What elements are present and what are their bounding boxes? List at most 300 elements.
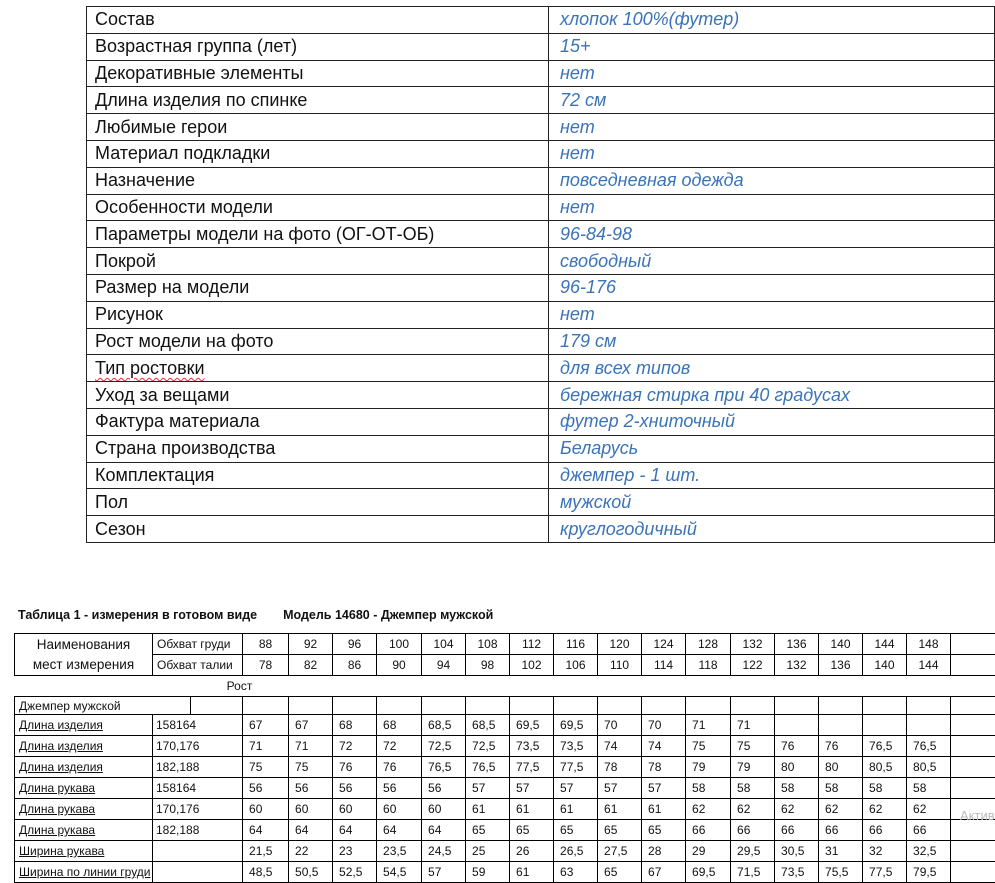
measurement-value: 21,5 bbox=[243, 841, 289, 862]
waist-value: 118 bbox=[686, 655, 731, 676]
height-label: Рост bbox=[191, 676, 289, 697]
measurement-value: 52,5 bbox=[333, 862, 377, 883]
measurement-value: 48,5 bbox=[243, 862, 289, 883]
measurement-value: 57 bbox=[554, 778, 598, 799]
measurement-value: 80 bbox=[775, 757, 819, 778]
property-row bbox=[87, 167, 995, 194]
property-row bbox=[87, 248, 995, 275]
table-caption: Таблица 1 - измерения в готовом виде bbox=[18, 608, 257, 622]
measurement-value: 54,5 bbox=[377, 862, 422, 883]
measurement-value: 62 bbox=[731, 799, 775, 820]
property-row bbox=[87, 114, 995, 141]
property-row bbox=[87, 408, 995, 435]
property-name-text: Любимые герои bbox=[95, 117, 227, 137]
chest-value: 116 bbox=[554, 634, 598, 655]
empty-cell bbox=[289, 697, 333, 715]
measurement-value: 57 bbox=[598, 778, 642, 799]
empty-cell bbox=[642, 676, 686, 697]
measurement-value: 71,5 bbox=[731, 862, 775, 883]
measurement-row bbox=[15, 715, 995, 736]
property-name bbox=[87, 301, 549, 328]
property-row bbox=[87, 7, 995, 34]
height-size bbox=[153, 862, 243, 883]
property-row bbox=[87, 60, 995, 87]
empty-cell bbox=[951, 841, 995, 862]
measurement-value: 56 bbox=[377, 778, 422, 799]
property-name bbox=[87, 516, 549, 543]
height-size: 182,188 bbox=[153, 757, 243, 778]
empty-cell bbox=[863, 676, 907, 697]
measurement-label: Длина рукава bbox=[15, 820, 153, 841]
measurement-value: 66 bbox=[686, 820, 731, 841]
property-name-text: Размер на модели bbox=[95, 277, 249, 297]
empty-cell bbox=[377, 676, 422, 697]
empty-cell bbox=[191, 697, 243, 715]
measurement-value: 76 bbox=[775, 736, 819, 757]
property-name bbox=[87, 87, 549, 114]
measurement-value: 60 bbox=[422, 799, 466, 820]
property-row bbox=[87, 140, 995, 167]
product-properties-table bbox=[86, 6, 995, 543]
property-row bbox=[87, 382, 995, 409]
property-value: для всех типов bbox=[549, 355, 995, 382]
empty-cell bbox=[510, 676, 554, 697]
property-value: 15+ bbox=[549, 33, 995, 60]
measurement-value: 61 bbox=[642, 799, 686, 820]
empty-cell bbox=[951, 634, 995, 655]
empty-cell bbox=[466, 676, 510, 697]
waist-value: 144 bbox=[907, 655, 951, 676]
measurement-value bbox=[907, 715, 951, 736]
property-value: нет bbox=[549, 194, 995, 221]
measurement-value: 75 bbox=[686, 736, 731, 757]
property-name bbox=[87, 140, 549, 167]
measurement-value: 26,5 bbox=[554, 841, 598, 862]
measurement-row bbox=[15, 862, 995, 883]
property-value: хлопок 100%(футер) bbox=[549, 7, 995, 34]
chest-value: 124 bbox=[642, 634, 686, 655]
measurement-value: 76 bbox=[377, 757, 422, 778]
chest-label: Обхват груди bbox=[153, 634, 243, 655]
measurement-value: 22 bbox=[289, 841, 333, 862]
measurement-value: 65 bbox=[598, 862, 642, 883]
measurement-value: 23 bbox=[333, 841, 377, 862]
height-size: 182,188 bbox=[153, 820, 243, 841]
measurement-value: 72 bbox=[377, 736, 422, 757]
property-name bbox=[87, 462, 549, 489]
empty-cell bbox=[642, 697, 686, 715]
empty-cell bbox=[686, 697, 731, 715]
empty-cell bbox=[951, 655, 995, 676]
measurement-value: 65 bbox=[510, 820, 554, 841]
measurement-value: 65 bbox=[466, 820, 510, 841]
waist-value: 78 bbox=[243, 655, 289, 676]
measurement-value: 75 bbox=[289, 757, 333, 778]
chest-value: 100 bbox=[377, 634, 422, 655]
waist-value: 90 bbox=[377, 655, 422, 676]
property-name-text: Параметры модели на фото (ОГ-ОТ-ОБ) bbox=[95, 224, 434, 244]
measurement-value: 79 bbox=[731, 757, 775, 778]
property-value: 179 см bbox=[549, 328, 995, 355]
property-name bbox=[87, 60, 549, 87]
empty-cell bbox=[554, 697, 598, 715]
empty-cell bbox=[951, 757, 995, 778]
chest-value: 120 bbox=[598, 634, 642, 655]
property-name-text: Страна производства bbox=[95, 438, 275, 458]
measurement-value: 80 bbox=[819, 757, 863, 778]
measurement-value: 77,5 bbox=[554, 757, 598, 778]
measurement-value: 71 bbox=[686, 715, 731, 736]
chest-row bbox=[15, 634, 995, 655]
property-row bbox=[87, 462, 995, 489]
property-row bbox=[87, 355, 995, 382]
measurement-value: 64 bbox=[422, 820, 466, 841]
property-name bbox=[87, 489, 549, 516]
measurement-value: 72 bbox=[333, 736, 377, 757]
empty-cell bbox=[863, 697, 907, 715]
measurement-value: 75 bbox=[243, 757, 289, 778]
empty-cell bbox=[731, 676, 775, 697]
property-row bbox=[87, 328, 995, 355]
measurement-value: 67 bbox=[642, 862, 686, 883]
measurement-value: 75 bbox=[731, 736, 775, 757]
property-name-text: Уход за вещами bbox=[95, 385, 229, 405]
property-name-text: Рост модели на фото bbox=[95, 331, 273, 351]
empty-cell bbox=[15, 676, 153, 697]
measurement-value: 23,5 bbox=[377, 841, 422, 862]
measurement-value: 77,5 bbox=[510, 757, 554, 778]
waist-value: 94 bbox=[422, 655, 466, 676]
property-value: бережная стирка при 40 градусах bbox=[549, 382, 995, 409]
measurement-value: 80,5 bbox=[907, 757, 951, 778]
measurement-value: 62 bbox=[819, 799, 863, 820]
property-row bbox=[87, 274, 995, 301]
measurement-value: 57 bbox=[642, 778, 686, 799]
measurement-value: 62 bbox=[863, 799, 907, 820]
measurement-value: 32,5 bbox=[907, 841, 951, 862]
measurement-value: 56 bbox=[289, 778, 333, 799]
name-header-line: мест измерения bbox=[15, 655, 152, 675]
property-name-text: Назначение bbox=[95, 170, 195, 190]
name-header-line: Наименования bbox=[15, 635, 152, 655]
measurement-value: 59 bbox=[466, 862, 510, 883]
chest-value: 144 bbox=[863, 634, 907, 655]
measurement-value: 50,5 bbox=[289, 862, 333, 883]
measurement-value: 79,5 bbox=[907, 862, 951, 883]
measurement-value: 67 bbox=[243, 715, 289, 736]
property-name bbox=[87, 194, 549, 221]
property-name-text: Материал подкладки bbox=[95, 143, 270, 163]
measurement-value: 76 bbox=[333, 757, 377, 778]
product-row bbox=[15, 697, 995, 715]
measurement-value bbox=[819, 715, 863, 736]
measurement-label: Длина изделия bbox=[15, 715, 153, 736]
waist-label: Обхват талии bbox=[153, 655, 243, 676]
measurement-value: 58 bbox=[731, 778, 775, 799]
measurement-value: 27,5 bbox=[598, 841, 642, 862]
measurement-value: 28 bbox=[642, 841, 686, 862]
measurement-value: 26 bbox=[510, 841, 554, 862]
property-row bbox=[87, 301, 995, 328]
measurement-value: 76,5 bbox=[863, 736, 907, 757]
measurement-value: 63 bbox=[554, 862, 598, 883]
waist-value: 114 bbox=[642, 655, 686, 676]
measurement-value: 64 bbox=[377, 820, 422, 841]
measurement-row bbox=[15, 799, 995, 820]
measurements-table bbox=[14, 633, 995, 883]
measurement-value: 69,5 bbox=[510, 715, 554, 736]
property-row bbox=[87, 33, 995, 60]
chest-value: 88 bbox=[243, 634, 289, 655]
measurement-label: Длина рукава bbox=[15, 778, 153, 799]
property-name bbox=[87, 248, 549, 275]
measurement-value: 66 bbox=[775, 820, 819, 841]
property-value: нет bbox=[549, 140, 995, 167]
measurement-value: 60 bbox=[377, 799, 422, 820]
empty-cell bbox=[289, 676, 333, 697]
empty-cell bbox=[951, 736, 995, 757]
property-value: нет bbox=[549, 60, 995, 87]
chest-value: 112 bbox=[510, 634, 554, 655]
measurements-caption bbox=[18, 608, 493, 622]
property-value: нет bbox=[549, 301, 995, 328]
chest-value: 104 bbox=[422, 634, 466, 655]
measurement-value: 76,5 bbox=[422, 757, 466, 778]
measurement-value: 74 bbox=[642, 736, 686, 757]
measurement-value: 58 bbox=[907, 778, 951, 799]
property-name bbox=[87, 33, 549, 60]
empty-cell bbox=[466, 697, 510, 715]
measurement-value: 66 bbox=[731, 820, 775, 841]
measurement-value: 76,5 bbox=[466, 757, 510, 778]
measurement-value: 62 bbox=[907, 799, 951, 820]
measurement-value: 61 bbox=[466, 799, 510, 820]
measurement-value: 58 bbox=[775, 778, 819, 799]
property-row bbox=[87, 194, 995, 221]
property-name-text: Покрой bbox=[95, 251, 156, 271]
chest-value: 96 bbox=[333, 634, 377, 655]
chest-value: 128 bbox=[686, 634, 731, 655]
empty-cell bbox=[422, 697, 466, 715]
measurement-value: 70 bbox=[642, 715, 686, 736]
height-size: 158164 bbox=[153, 778, 243, 799]
empty-cell bbox=[510, 697, 554, 715]
measurement-value: 76 bbox=[819, 736, 863, 757]
property-name-text: Длина изделия по спинке bbox=[95, 90, 307, 110]
measurement-value: 30,5 bbox=[775, 841, 819, 862]
empty-cell bbox=[598, 697, 642, 715]
measurement-value: 71 bbox=[243, 736, 289, 757]
measurement-value: 61 bbox=[598, 799, 642, 820]
empty-cell bbox=[153, 676, 191, 697]
property-name bbox=[87, 274, 549, 301]
measurement-value: 62 bbox=[775, 799, 819, 820]
property-name-text: Особенности модели bbox=[95, 197, 273, 217]
empty-cell bbox=[951, 778, 995, 799]
measurement-value: 57 bbox=[466, 778, 510, 799]
property-name-text: Рисунок bbox=[95, 304, 163, 324]
measurement-row bbox=[15, 820, 995, 841]
property-name-text: Возрастная группа (лет) bbox=[95, 36, 297, 56]
measurement-value: 58 bbox=[819, 778, 863, 799]
property-value: 96-176 bbox=[549, 274, 995, 301]
measurement-value: 68 bbox=[333, 715, 377, 736]
height-row bbox=[15, 676, 995, 697]
measurement-value: 71 bbox=[731, 715, 775, 736]
property-value: 72 см bbox=[549, 87, 995, 114]
empty-cell bbox=[243, 697, 289, 715]
empty-cell bbox=[377, 697, 422, 715]
empty-cell bbox=[819, 676, 863, 697]
waist-value: 136 bbox=[819, 655, 863, 676]
property-name bbox=[87, 221, 549, 248]
waist-value: 102 bbox=[510, 655, 554, 676]
property-row bbox=[87, 221, 995, 248]
measurement-value: 65 bbox=[598, 820, 642, 841]
measurement-value: 56 bbox=[243, 778, 289, 799]
measurement-value: 64 bbox=[333, 820, 377, 841]
measurement-label: Ширина по линии груди bbox=[15, 862, 153, 883]
measurement-value: 24,5 bbox=[422, 841, 466, 862]
property-name-text: Пол bbox=[95, 492, 128, 512]
empty-cell bbox=[422, 676, 466, 697]
empty-cell bbox=[951, 715, 995, 736]
measurement-value: 73,5 bbox=[554, 736, 598, 757]
property-name bbox=[87, 382, 549, 409]
product-label: Джемпер мужской bbox=[15, 697, 191, 715]
measurement-value: 61 bbox=[510, 799, 554, 820]
height-size: 158164 bbox=[153, 715, 243, 736]
chest-value: 132 bbox=[731, 634, 775, 655]
measurement-label: Длина изделия bbox=[15, 757, 153, 778]
waist-value: 122 bbox=[731, 655, 775, 676]
property-value: джемпер - 1 шт. bbox=[549, 462, 995, 489]
property-row bbox=[87, 435, 995, 462]
measurement-value: 72,5 bbox=[466, 736, 510, 757]
property-name bbox=[87, 435, 549, 462]
property-value: круглогодичный bbox=[549, 516, 995, 543]
property-value: мужской bbox=[549, 489, 995, 516]
waist-row bbox=[15, 655, 995, 676]
model-caption: Модель 14680 - Джемпер мужской bbox=[283, 608, 493, 622]
measurement-value: 29 bbox=[686, 841, 731, 862]
property-row bbox=[87, 87, 995, 114]
measurement-value: 79 bbox=[686, 757, 731, 778]
property-name bbox=[87, 114, 549, 141]
chest-value: 92 bbox=[289, 634, 333, 655]
height-size: 170,176 bbox=[153, 799, 243, 820]
measurement-value: 77,5 bbox=[863, 862, 907, 883]
measurement-row bbox=[15, 778, 995, 799]
property-name-text: Комплектация bbox=[95, 465, 214, 485]
measurement-value: 58 bbox=[686, 778, 731, 799]
measurement-value: 60 bbox=[333, 799, 377, 820]
measurement-value: 56 bbox=[333, 778, 377, 799]
property-name bbox=[87, 355, 549, 382]
waist-value: 110 bbox=[598, 655, 642, 676]
property-row bbox=[87, 516, 995, 543]
property-name-text: Декоративные элементы bbox=[95, 63, 303, 83]
measurement-value: 65 bbox=[642, 820, 686, 841]
empty-cell bbox=[333, 676, 377, 697]
property-value: свободный bbox=[549, 248, 995, 275]
name-header bbox=[15, 634, 153, 676]
empty-cell bbox=[554, 676, 598, 697]
measurement-value: 73,5 bbox=[775, 862, 819, 883]
measurement-label: Длина рукава bbox=[15, 799, 153, 820]
waist-value: 82 bbox=[289, 655, 333, 676]
empty-cell bbox=[907, 697, 951, 715]
measurement-value: 78 bbox=[598, 757, 642, 778]
measurement-value bbox=[775, 715, 819, 736]
property-value: повседневная одежда bbox=[549, 167, 995, 194]
measurement-value: 31 bbox=[819, 841, 863, 862]
empty-cell bbox=[951, 676, 995, 697]
measurement-row bbox=[15, 736, 995, 757]
measurement-value: 66 bbox=[819, 820, 863, 841]
measurement-value bbox=[863, 715, 907, 736]
measurement-value: 29,5 bbox=[731, 841, 775, 862]
measurement-value: 64 bbox=[289, 820, 333, 841]
measurement-row bbox=[15, 841, 995, 862]
property-value: нет bbox=[549, 114, 995, 141]
measurement-label: Длина изделия bbox=[15, 736, 153, 757]
empty-cell bbox=[819, 697, 863, 715]
empty-cell bbox=[951, 697, 995, 715]
measurement-value: 58 bbox=[863, 778, 907, 799]
property-value: Беларусь bbox=[549, 435, 995, 462]
measurement-value: 71 bbox=[289, 736, 333, 757]
empty-cell bbox=[775, 697, 819, 715]
chest-value: 148 bbox=[907, 634, 951, 655]
measurement-value: 60 bbox=[289, 799, 333, 820]
measurement-value: 25 bbox=[466, 841, 510, 862]
measurement-row bbox=[15, 757, 995, 778]
property-value: футер 2-хниточный bbox=[549, 408, 995, 435]
chest-value: 136 bbox=[775, 634, 819, 655]
measurement-value: 68,5 bbox=[422, 715, 466, 736]
measurement-value: 66 bbox=[863, 820, 907, 841]
property-value: 96-84-98 bbox=[549, 221, 995, 248]
empty-cell bbox=[686, 676, 731, 697]
measurement-value: 61 bbox=[510, 862, 554, 883]
measurement-value: 57 bbox=[510, 778, 554, 799]
property-name-text: Сезон bbox=[95, 519, 146, 539]
measurement-value: 68 bbox=[377, 715, 422, 736]
property-name bbox=[87, 7, 549, 34]
empty-cell bbox=[598, 676, 642, 697]
measurement-value: 70 bbox=[598, 715, 642, 736]
measurement-value: 32 bbox=[863, 841, 907, 862]
property-row bbox=[87, 489, 995, 516]
chest-value: 140 bbox=[819, 634, 863, 655]
measurement-value: 73,5 bbox=[510, 736, 554, 757]
waist-value: 86 bbox=[333, 655, 377, 676]
measurement-label: Ширина рукава bbox=[15, 841, 153, 862]
measurement-value: 57 bbox=[422, 862, 466, 883]
empty-cell bbox=[333, 697, 377, 715]
measurement-value: 68,5 bbox=[466, 715, 510, 736]
measurement-value: 67 bbox=[289, 715, 333, 736]
waist-value: 132 bbox=[775, 655, 819, 676]
measurement-value: 65 bbox=[554, 820, 598, 841]
measurement-value: 61 bbox=[554, 799, 598, 820]
watermark: Актив bbox=[960, 808, 995, 823]
measurement-value: 64 bbox=[243, 820, 289, 841]
measurement-value: 75,5 bbox=[819, 862, 863, 883]
height-size: 170,176 bbox=[153, 736, 243, 757]
empty-cell bbox=[951, 862, 995, 883]
